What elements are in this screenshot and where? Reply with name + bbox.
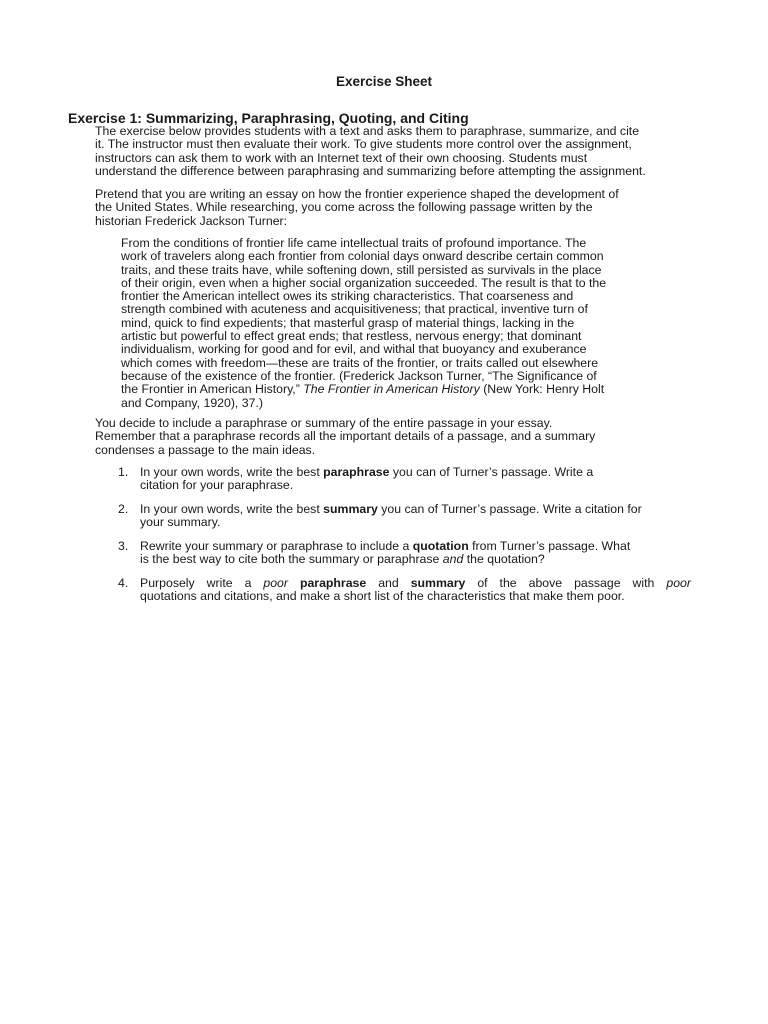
- quote-line: which comes with freedom—these are traits of the frontier, or traits called out elsewhere: [121, 355, 599, 370]
- pretend-paragraph: [95, 188, 715, 228]
- decide-line: condenses a passage to the main ideas.: [95, 442, 316, 457]
- list-item-text: [140, 553, 715, 566]
- list-text: quotations and citations, and make a short list of the characteristics that make them poor.: [140, 589, 625, 604]
- quote-line-text: the Frontier in American History,”: [121, 382, 304, 397]
- word: write: [206, 576, 233, 590]
- intro-paragraph: [95, 125, 715, 178]
- keyword-paraphrase: paraphrase: [323, 465, 390, 479]
- keyword-paraphrase: paraphrase: [299, 576, 367, 590]
- word: above: [528, 576, 563, 590]
- list-text: In your own words, write the best: [140, 465, 324, 479]
- quote-line: strength combined with acuteness and acquisitiveness; that practical, inventive turn of: [121, 302, 588, 317]
- list-number: 4.: [118, 576, 129, 590]
- list-text: your summary.: [140, 515, 221, 530]
- intro-line: it. The instructor must then evaluate their work. To give students more control over the assignment,: [95, 137, 632, 152]
- quote-line: individualism, working for good and for evil, and withal that buoyancy and exuberance: [121, 342, 587, 357]
- document-title: Exercise Sheet: [335, 74, 433, 89]
- list-item-text: [140, 540, 715, 553]
- list-text: you can of Turner’s passage. Write a citation for: [377, 502, 642, 516]
- quote-line: From the conditions of frontier life came intellectual traits of profound importance. The: [121, 236, 587, 250]
- quote-line-text: (New York: Henry Holt: [479, 382, 605, 397]
- keyword-quotation: quotation: [412, 539, 469, 553]
- pretend-line: Pretend that you are writing an essay on how the frontier experience shaped the development of: [95, 187, 619, 201]
- pretend-line: historian Frederick Jackson Turner:: [95, 213, 288, 228]
- intro-line: instructors can ask them to work with an Internet text of their own choosing. Students must: [95, 150, 588, 165]
- intro-line: understand the difference between paraphrasing and summarizing before attempting the assignment.: [95, 163, 646, 178]
- list-number: 2.: [118, 502, 129, 516]
- list-text: Rewrite your summary or paraphrase to include a: [140, 539, 413, 553]
- quote-citation-line: [121, 383, 681, 396]
- emphasis-poor: poor: [666, 576, 691, 590]
- book-title: The Frontier in American History: [303, 382, 480, 397]
- list-item-justified-line: [140, 577, 691, 590]
- list-text: is the best way to cite both the summary or paraphrase: [140, 552, 443, 567]
- quote-line: work of travelers along each frontier from colonial days onward describe certain common: [121, 249, 604, 264]
- quote-line: mind, quick to find expedients; that masterful grasp of material things, lacking in the: [121, 315, 575, 330]
- list-item-text: [140, 503, 715, 516]
- list-item-text: [140, 466, 715, 479]
- quote-line: and Company, 1920), 37.): [121, 395, 263, 410]
- list-number: 1.: [118, 465, 129, 479]
- word: the: [499, 576, 517, 590]
- keyword-summary: summary: [323, 502, 378, 516]
- word: passage: [574, 576, 621, 590]
- intro-line: The exercise below provides students with a text and asks them to paraphrase, summarize, and cite: [95, 124, 640, 138]
- turner-quotation: [121, 237, 681, 410]
- emphasis-poor: poor: [263, 576, 288, 590]
- quote-line: traits, and these traits have, while softening down, still persisted as survivals in the place: [121, 262, 602, 277]
- list-text: In your own words, write the best: [140, 502, 324, 516]
- pretend-line: the United States. While researching, you come across the following passage written by the: [95, 200, 593, 215]
- word: a: [244, 576, 252, 590]
- list-text: the quotation?: [463, 552, 545, 567]
- emphasis-and: and: [442, 552, 464, 567]
- word: Purposely: [140, 576, 195, 590]
- quote-line: because of the existence of the frontier. (Frederick Jackson Turner, “The Significance of: [121, 368, 597, 383]
- exercise-heading: Exercise 1: Summarizing, Paraphrasing, Quoting, and Citing: [68, 110, 469, 126]
- quote-line: frontier the American intellect owes its striking characteristics. That coarseness and: [121, 289, 574, 304]
- list-text: citation for your paraphrase.: [140, 478, 294, 493]
- word: of: [477, 576, 488, 590]
- keyword-summary: summary: [410, 576, 466, 590]
- list-text: you can of Turner’s passage. Write a: [389, 465, 594, 479]
- list-text: from Turner’s passage. What: [468, 539, 631, 553]
- list-number: 3.: [118, 539, 129, 553]
- word: and: [378, 576, 399, 590]
- quote-line: of their origin, even when a higher social organization succeeded. The result is that to the: [121, 275, 607, 290]
- decide-paragraph: [95, 417, 715, 457]
- decide-line: You decide to include a paraphrase or summary of the entire passage in your essay.: [95, 416, 553, 430]
- decide-line: Remember that a paraphrase records all the important details of a passage, and a summary: [95, 429, 596, 444]
- word: with: [632, 576, 655, 590]
- quote-line: artistic but powerful to effect great ends; that restless, nervous energy; that dominant: [121, 329, 582, 344]
